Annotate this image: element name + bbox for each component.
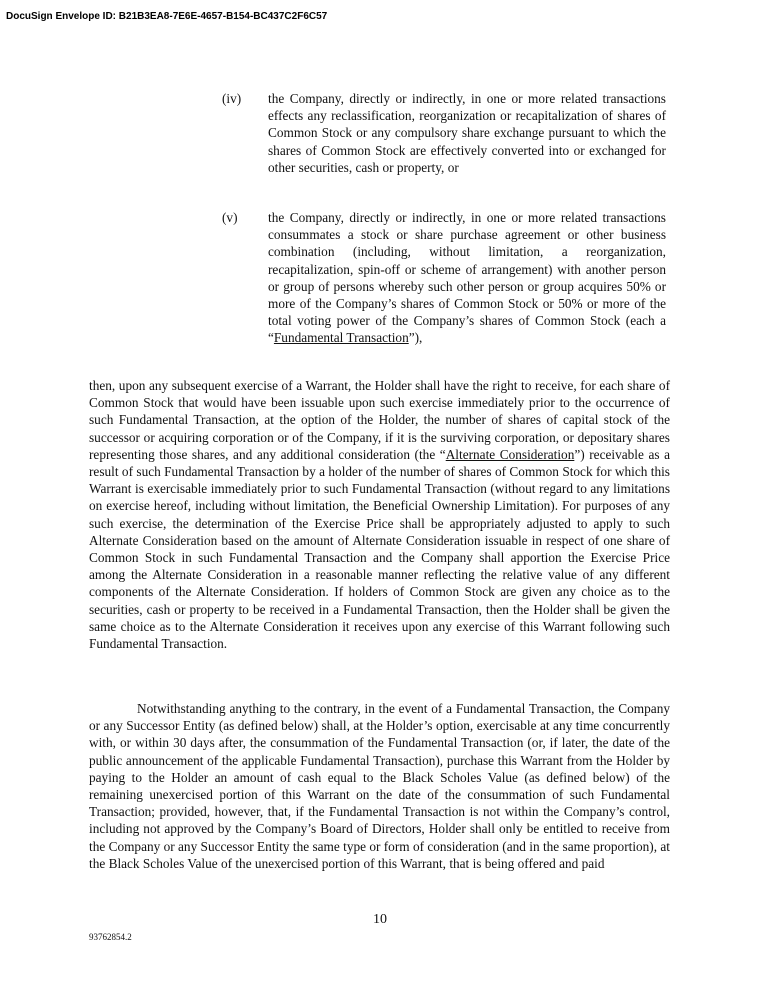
paragraph-notwithstanding: Notwithstanding anything to the contrary, in the event of a Fundamental Transaction, the Company or any Successor Entity (as defined below) shall, at the Holder’s option, exercisable at any time concurrently with, or within 30 days after, the consummation of the Fundamental Transaction (or, if later, the date of the public announcement of the applicable Fundamental Transaction), purchase this Warrant from the Holder by paying to the Holder an amount of cash equal to the Black Scholes Value (as defined below) of the remaining unexercised portion of this Warrant on the date of the consummation of such Fundamental Transaction; provided, however, that, if the Fundamental Transaction is not within the Company’s control, including not approved by the Company’s Board of Directors, Holder shall only be entitled to receive from the Company or any Successor Entity the same type or form of consideration (and in the same proportion), at the Black Scholes Value of the unexercised portion of this Warrant, that is being offered and paid xyxy=(89,701,670,871)
docusign-envelope-id: DocuSign Envelope ID: B21B3EA8-7E6E-4657-B154-BC437C2F6C57 xyxy=(6,11,328,22)
clause-text: the Company, directly or indirectly, in one or more related transactions effects any reclassification, reorganization or recapitalization of shares of Common Stock or any compulsory share exchange pursuant to which the shares of Common Stock are effectively converted into or exchanged for other securities, cash or property, or xyxy=(268,91,666,175)
clause-number: (iv) xyxy=(222,91,242,106)
paragraph-text-after: ”) receivable as a result of such Fundamental Transaction by a holder of the number of shares of Common Stock for which this Warrant is exercisable immediately prior to such Fundamental Transaction (without regard to any limitations on exercise hereof, including without limitation, the Beneficial Ownership Limitation). For purposes of any such exercise, the determination of the Exercise Price shall be appropriately adjusted to apply to such Alternate Consideration based on the amount of Alternate Consideration issuable in respect of one share of Common Stock in such Fundamental Transaction and the Company shall apportion the Exercise Price among the Alternate Consideration in a reasonable manner reflecting the relative value of any different components of the Alternate Consideration. If holders of Common Stock are given any choice as to the securities, cash or property to be received in a Fundamental Transaction, then the Holder shall be given the same choice as to the Alternate Consideration it receives upon any exercise of this Warrant following such Fundamental Transaction. xyxy=(89,446,670,652)
paragraph-alternate-consideration xyxy=(89,377,670,652)
defined-term-fundamental-transaction: Fundamental Transaction xyxy=(273,330,409,346)
paragraph-text-before: then, upon any subsequent exercise of a Warrant, the Holder shall have the right to receive, for each share of Common Stock that would have been issuable upon such exercise immediately prior to the occurrence of such Fundamental Transaction, at the option of the Holder, the number of shares of capital stock of the successor or acquiring corporation or of the Company, if it is the surviving corporation, or depositary shares representing those shares, and any additional consideration (the “ xyxy=(89,378,670,462)
clause-text-after: ”), xyxy=(408,330,423,346)
clause-number: (v) xyxy=(222,210,238,225)
clause-item-v xyxy=(222,209,668,347)
clause-text xyxy=(268,209,666,347)
clause-item-iv xyxy=(222,90,668,176)
defined-term-alternate-consideration: Alternate Consideration xyxy=(445,446,575,462)
page-number: 10 xyxy=(373,912,387,927)
document-id: 93762854.2 xyxy=(89,932,132,942)
clause-text-before: the Company, directly or indirectly, in one or more related transactions consummates a stock or share purchase agreement or other business combination (including, without limitation, a reorganization, recapitalization, spin-off or scheme of arrangement) with another person or group of persons whereby such other person or group acquires 50% or more of the Company’s shares of Common Stock or 50% or more of the total voting power of the Company’s shares of Common Stock (each a “ xyxy=(268,210,666,346)
